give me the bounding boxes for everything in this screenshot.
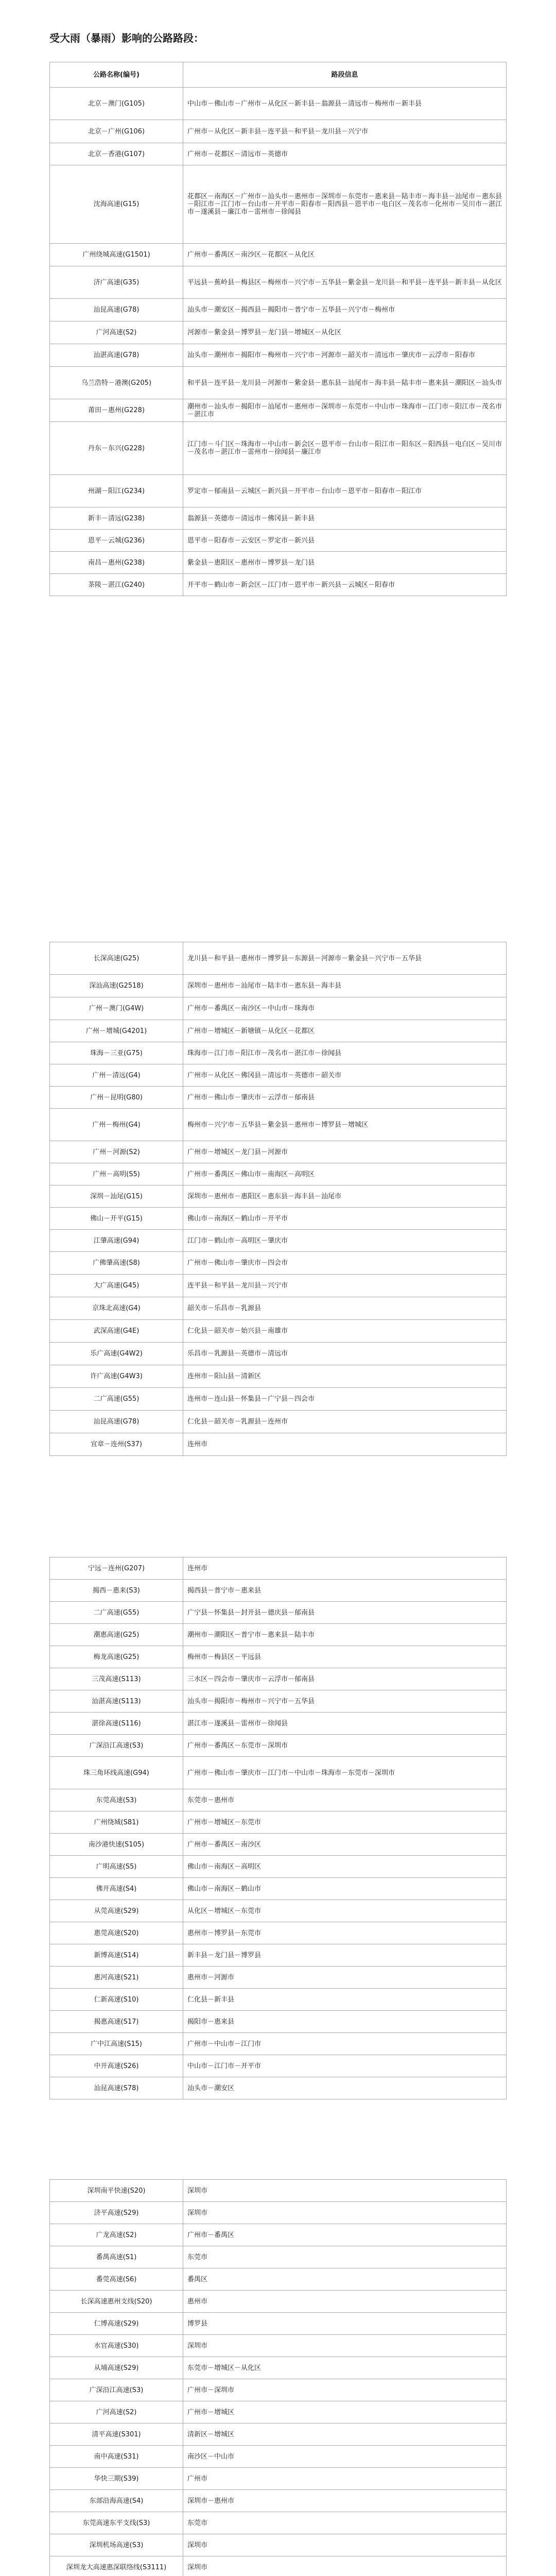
table-row — [50, 2512, 507, 2534]
road-name-cell: 汕湛高速(G78) — [50, 344, 183, 367]
road-info-cell: 开平市－鹤山市－新会区－江门市－恩平市－新兴县－云城区－阳春市 — [183, 574, 507, 596]
road-info-cell: 深圳市 — [183, 2556, 507, 2576]
road-info-cell: 深圳市－惠州市－汕尾市－陆丰市－惠东县－海丰县 — [183, 975, 507, 997]
road-info-cell: 花都区－南海区－广州市－汕头市－惠州市－深圳市－东莞市－惠来县－陆丰市－海丰县－汕尾市－惠东县－阳江市－江门市－台山市－开平市－阳春市－阳西县－恩平市－电白区－茂名市－化州市－吴川市－湛江市－遂溪县－廉江市－雷州市－徐闻县 — [183, 165, 507, 244]
road-name-cell: 州湖－阳江(G234) — [50, 475, 183, 507]
table-row — [50, 1411, 507, 1433]
road-info-cell: 仁化县－韶关市－乳源县－连州市 — [183, 1411, 507, 1433]
road-name-cell: 济广高速(G35) — [50, 266, 183, 299]
table-row — [50, 1365, 507, 1388]
table-row — [50, 2180, 507, 2202]
road-name-cell: 北京－澳门(G105) — [50, 88, 183, 120]
road-info-cell: 仁化县－新丰县 — [183, 1989, 507, 2011]
road-info-cell: 紫金县－惠阳区－惠州市－博罗县－龙门县 — [183, 552, 507, 574]
road-info-cell: 广州市－佛山市－肇庆市－云浮市－郁南县 — [183, 1087, 507, 1109]
road-name-cell: 新丰－清远(G238) — [50, 507, 183, 530]
table-row — [50, 1042, 507, 1064]
road-name-cell: 从莞高速(S29) — [50, 1900, 183, 1922]
road-name-cell: 珠三角环线高速(G94) — [50, 1757, 183, 1789]
road-name-cell: 深汕高速(G2518) — [50, 975, 183, 997]
road-name-cell: 广佛肇高速(S8) — [50, 1252, 183, 1275]
road-name-cell: 莆田－惠州(G228) — [50, 399, 183, 422]
road-name-cell: 汕昆高速(S78) — [50, 2077, 183, 2099]
road-info-cell: 南沙区－中山市 — [183, 2446, 507, 2468]
table-row — [50, 1020, 507, 1042]
road-name-cell: 广州－梅州(G4) — [50, 1109, 183, 1141]
table-row — [50, 1320, 507, 1343]
road-name-cell: 广深沿江高速(S3) — [50, 1735, 183, 1757]
table-row — [50, 422, 507, 475]
road-table — [49, 942, 507, 1456]
road-name-cell: 清平高速(S301) — [50, 2424, 183, 2446]
road-info-cell: 东莞市－惠州市 — [183, 1789, 507, 1811]
road-name-cell: 汕昆高速(G78) — [50, 1411, 183, 1433]
road-name-cell: 中开高速(S26) — [50, 2055, 183, 2077]
road-name-cell: 华快三期(S39) — [50, 2468, 183, 2490]
table-row — [50, 2424, 507, 2446]
table-row — [50, 1900, 507, 1922]
table-row — [50, 2202, 507, 2224]
road-info-cell: 广州市－番禺区－南沙区－花都区－从化区 — [183, 244, 507, 266]
road-name-cell: 梅龙高速(G25) — [50, 1646, 183, 1668]
road-info-cell: 惠州市 — [183, 2291, 507, 2313]
road-info-cell: 深圳市－惠州市－惠阳区－惠东县－海丰县－汕尾市 — [183, 1185, 507, 1208]
road-name-cell: 宁远－连州(G207) — [50, 1557, 183, 1580]
road-info-cell: 东莞市－增城区－从化区 — [183, 2357, 507, 2379]
road-info-cell: 广宁县－怀集县－封开县－德庆县－郁南县 — [183, 1602, 507, 1624]
road-name-cell: 许广高速(G4W3) — [50, 1365, 183, 1388]
table-row — [50, 975, 507, 997]
table-row — [50, 321, 507, 344]
table-row — [50, 2224, 507, 2246]
road-info-cell: 番禺区 — [183, 2268, 507, 2291]
road-info-cell: 仁化县－韶关市－始兴县－南雄市 — [183, 1320, 507, 1343]
road-name-cell: 珠海－三亚(G75) — [50, 1042, 183, 1064]
table-row — [50, 1690, 507, 1713]
table-row — [50, 2077, 507, 2099]
road-info-cell: 广州市－佛山市－肇庆市－四会市 — [183, 1252, 507, 1275]
road-info-cell: 佛山市－南海区－鹤山市 — [183, 1878, 507, 1900]
road-name-cell: 沈海高速(G15) — [50, 165, 183, 244]
table-row — [50, 2055, 507, 2077]
road-name-cell: 北京－香港(G107) — [50, 143, 183, 165]
table-row — [50, 2335, 507, 2357]
table-row — [50, 165, 507, 244]
road-info-cell: 汕头市－潮州市－揭阳市－梅州市－兴宁市－河源市－韶关市－清远市－肇庆市－云浮市－阳春市 — [183, 344, 507, 367]
table-row — [50, 530, 507, 552]
road-name-cell: 二广高速(G55) — [50, 1602, 183, 1624]
road-name-cell: 广州－高明(S5) — [50, 1163, 183, 1185]
table-row — [50, 2379, 507, 2401]
road-name-cell: 京珠北高速(G4) — [50, 1297, 183, 1320]
road-name-cell: 乌兰浩特－港澳(G205) — [50, 367, 183, 399]
road-name-cell: 济平高速(S29) — [50, 2202, 183, 2224]
road-info-cell: 连平县－和平县－龙川县－兴宁市 — [183, 1275, 507, 1297]
road-info-cell: 湛江市－遂溪县－雷州市－徐闻县 — [183, 1713, 507, 1735]
table-row — [50, 1646, 507, 1668]
road-name-cell: 湛徐高速(S116) — [50, 1713, 183, 1735]
table-row — [50, 475, 507, 507]
road-name-cell: 番莞高速(S6) — [50, 2268, 183, 2291]
road-name-cell: 大广高速(G45) — [50, 1275, 183, 1297]
road-name-cell: 广州绕城(S81) — [50, 1811, 183, 1834]
road-name-cell: 揭西－惠来(S3) — [50, 1580, 183, 1602]
road-name-cell: 深圳南平快速(S20) — [50, 2180, 183, 2202]
table-row — [50, 1252, 507, 1275]
table-row — [50, 2401, 507, 2424]
road-info-cell: 汕头市－揭阳市－梅州市－兴宁市－五华县 — [183, 1690, 507, 1713]
road-info-cell: 罗定市－郁南县－云城区－新兴县－开平市－台山市－恩平市－阳春市－阳江市 — [183, 475, 507, 507]
road-info-cell: 连州市－阳山县－清新区 — [183, 1365, 507, 1388]
road-info-cell: 和平县－连平县－龙川县－河源市－紫金县－惠东县－汕尾市－海丰县－陆丰市－惠来县－潮阳区－汕头市 — [183, 367, 507, 399]
road-name-cell: 深圳龙大高速惠深联络线(S3111) — [50, 2556, 183, 2576]
road-info-cell: 乐昌市－乳源县－英德市－清远市 — [183, 1343, 507, 1365]
table-row — [50, 1230, 507, 1252]
table-row — [50, 2534, 507, 2556]
road-name-cell: 佛开高速(S4) — [50, 1878, 183, 1900]
road-info-cell: 深圳市 — [183, 2335, 507, 2357]
table-row — [50, 1789, 507, 1811]
table-row — [50, 1856, 507, 1878]
road-info-cell: 广州市－番禺区 — [183, 2224, 507, 2246]
table-row — [50, 2490, 507, 2512]
road-info-cell: 广州市－花都区－清远市－英德市 — [183, 143, 507, 165]
road-info-cell: 潮州市－潮阳区－普宁市－惠来县－陆丰市 — [183, 1624, 507, 1646]
table-row — [50, 1668, 507, 1690]
road-name-cell: 揭惠高速(S17) — [50, 2011, 183, 2033]
road-info-cell: 惠州市－博罗县－东莞市 — [183, 1922, 507, 1944]
road-name-cell: 汕湛高速(S113) — [50, 1690, 183, 1713]
road-name-cell: 三茂高速(S113) — [50, 1668, 183, 1690]
road-info-cell: 广州市－增城区 — [183, 2401, 507, 2424]
road-name-cell: 二广高速(G55) — [50, 1388, 183, 1411]
road-name-cell: 北京－广州(G106) — [50, 120, 183, 143]
table-row — [50, 2268, 507, 2291]
road-info-cell: 广州市－番禺区－东莞市－深圳市 — [183, 1735, 507, 1757]
table-row — [50, 1602, 507, 1624]
table-row — [50, 2313, 507, 2335]
road-table — [49, 1557, 507, 2099]
road-info-cell: 从化区－增城区－东莞市 — [183, 1900, 507, 1922]
road-info-cell: 龙川县－和平县－惠州市－博罗县－东源县－河源市－紫金县－兴宁市－五华县 — [183, 942, 507, 975]
road-info-cell: 恩平市－阳春市－云安区－罗定市－新兴县 — [183, 530, 507, 552]
road-info-cell: 连州市 — [183, 1557, 507, 1580]
road-info-cell: 潮州市－汕头市－揭阳市－汕尾市－惠州市－深圳市－东莞市－中山市－珠海市－江门市－阳江市－茂名市－湛江市 — [183, 399, 507, 422]
table-row — [50, 2446, 507, 2468]
table-row — [50, 244, 507, 266]
table-row — [50, 266, 507, 299]
road-info-cell: 中山市－江门市－开平市 — [183, 2055, 507, 2077]
road-name-cell: 广州－澳门(G4W) — [50, 997, 183, 1020]
table-row — [50, 1580, 507, 1602]
road-info-cell: 广州市－中山市－江门市 — [183, 2033, 507, 2055]
road-info-cell: 珠海市－江门市－阳江市－茂名市－湛江市－徐闻县 — [183, 1042, 507, 1064]
table-row — [50, 942, 507, 975]
table-row — [50, 1557, 507, 1580]
road-name-cell: 武深高速(G4E) — [50, 1320, 183, 1343]
table-row — [50, 344, 507, 367]
table-row — [50, 1757, 507, 1789]
table-row — [50, 1944, 507, 1967]
road-info-cell: 广州市－从化区－新丰县－连平县－和平县－龙川县－兴宁市 — [183, 120, 507, 143]
road-name-cell: 广深沿江高速(S3) — [50, 2379, 183, 2401]
table-row — [50, 1989, 507, 2011]
road-name-cell: 宜章－连州(S37) — [50, 1433, 183, 1456]
road-info-cell: 梅州市－兴宁市－五华县－紫金县－惠州市－博罗县－增城区 — [183, 1109, 507, 1141]
table-row — [50, 88, 507, 120]
table-row — [50, 2556, 507, 2576]
road-info-cell: 广州市 — [183, 2468, 507, 2490]
table-row — [50, 2357, 507, 2379]
road-name-cell: 丹东－东兴(G228) — [50, 422, 183, 475]
road-name-cell: 潮惠高速(G25) — [50, 1624, 183, 1646]
road-info-cell: 平远县－蕉岭县－梅县区－梅州市－兴宁市－五华县－紫金县－龙川县－和平县－连平县－新丰县－从化区 — [183, 266, 507, 299]
road-name-cell: 广河高速(S2) — [50, 2401, 183, 2424]
table-row — [50, 574, 507, 596]
road-info-cell: 中山市－佛山市－广州市－从化区－新丰县－翁源县－清远市－梅州市－新丰县 — [183, 88, 507, 120]
road-info-cell: 江门市－斗门区－珠海市－中山市－新会区－恩平市－台山市－阳江市－阳东区－阳西县－电白区－吴川市－茂名市－湛江市－雷州市－徐闻县－廉江市 — [183, 422, 507, 475]
table-row — [50, 1735, 507, 1757]
table-row — [50, 507, 507, 530]
road-name-cell: 东部沿海高速(S4) — [50, 2490, 183, 2512]
road-info-cell: 博罗县 — [183, 2313, 507, 2335]
road-info-cell: 揭阳市－惠来县 — [183, 2011, 507, 2033]
table-row — [50, 1064, 507, 1087]
table-row — [50, 1087, 507, 1109]
road-name-cell: 乐广高速(G4W2) — [50, 1343, 183, 1365]
road-name-cell: 番禺高速(S1) — [50, 2246, 183, 2268]
table-row — [50, 143, 507, 165]
road-name-cell: 仁新高速(S10) — [50, 1989, 183, 2011]
road-name-cell: 广州－增城(G4201) — [50, 1020, 183, 1042]
table-row — [50, 2011, 507, 2033]
road-info-cell: 深圳市 — [183, 2202, 507, 2224]
road-name-cell: 仁博高速(S29) — [50, 2313, 183, 2335]
table-row — [50, 1297, 507, 1320]
table-row — [50, 2468, 507, 2490]
table-row — [50, 1878, 507, 1900]
road-name-cell: 南中高速(S31) — [50, 2446, 183, 2468]
road-info-cell: 广州市－佛山市－肇庆市－江门市－中山市－珠海市－东莞市－深圳市 — [183, 1757, 507, 1789]
road-info-cell: 东莞市 — [183, 2512, 507, 2534]
road-info-cell: 广州市－从化区－佛冈县－清远市－英德市－韶关市 — [183, 1064, 507, 1087]
road-name-cell: 深圳机场高速(S3) — [50, 2534, 183, 2556]
table-row — [50, 299, 507, 321]
road-name-cell: 东莞高速东平支线(S3) — [50, 2512, 183, 2534]
road-info-cell: 惠州市－河源市 — [183, 1967, 507, 1989]
road-info-cell: 连州市 — [183, 1433, 507, 1456]
table-row — [50, 1141, 507, 1163]
road-info-cell: 广州市－深圳市 — [183, 2379, 507, 2401]
road-name-cell: 汕昆高速(G78) — [50, 299, 183, 321]
road-info-cell: 韶关市－乐昌市－乳源县 — [183, 1297, 507, 1320]
road-info-cell: 新丰县－龙门县－博罗县 — [183, 1944, 507, 1967]
road-info-cell: 广州市－增城区－龙门县－河源市 — [183, 1141, 507, 1163]
road-name-cell: 广州－清远(G4) — [50, 1064, 183, 1087]
road-name-cell: 茶陵－湛江(G240) — [50, 574, 183, 596]
road-name-cell: 广州绕城高速(G1501) — [50, 244, 183, 266]
table-row — [50, 399, 507, 422]
road-info-cell: 广州市－增城区－东莞市 — [183, 1811, 507, 1834]
road-name-cell: 惠莞高速(S20) — [50, 1922, 183, 1944]
road-name-cell: 长深高速惠州支线(S20) — [50, 2291, 183, 2313]
road-info-cell: 广州市－番禺区－南沙区－中山市－珠海市 — [183, 997, 507, 1020]
table-row — [50, 1185, 507, 1208]
road-name-cell: 新博高速(S14) — [50, 1944, 183, 1967]
table-row — [50, 1208, 507, 1230]
table-row — [50, 120, 507, 143]
road-info-cell: 汕头市－潮安区－揭西县－揭阳市－普宁市－五华县－兴宁市－梅州市 — [183, 299, 507, 321]
road-info-cell: 江门市－鹤山市－高明区－肇庆市 — [183, 1230, 507, 1252]
table-row — [50, 1163, 507, 1185]
road-table — [49, 62, 507, 596]
road-name-cell: 广中江高速(S15) — [50, 2033, 183, 2055]
road-name-cell: 佛山－开平(G15) — [50, 1208, 183, 1230]
table-row — [50, 1811, 507, 1834]
table-row — [50, 2291, 507, 2313]
table-row — [50, 1343, 507, 1365]
road-info-cell: 佛山市－南海区－鹤山市－开平市 — [183, 1208, 507, 1230]
road-info-cell: 深圳市 — [183, 2180, 507, 2202]
road-info-cell: 揭西县－普宁市－惠来县 — [183, 1580, 507, 1602]
table-header-row — [50, 62, 507, 88]
road-name-cell: 广明高速(S5) — [50, 1856, 183, 1878]
road-info-cell: 广州市－番禺区－佛山市－南海区－高明区 — [183, 1163, 507, 1185]
road-info-cell: 广州市－增城区－新塘镇－从化区－花都区 — [183, 1020, 507, 1042]
table-row — [50, 367, 507, 399]
table-row — [50, 997, 507, 1020]
page-title: 受大雨（暴雨）影响的公路路段： — [49, 32, 204, 44]
header-road-name: 公路名称(编号) — [50, 62, 183, 88]
road-name-cell: 南沙港快速(S105) — [50, 1834, 183, 1856]
road-name-cell: 广州－河源(S2) — [50, 1141, 183, 1163]
road-info-cell: 连州市－连山县－怀集县－广宁县－四会市 — [183, 1388, 507, 1411]
road-name-cell: 广龙高速(S2) — [50, 2224, 183, 2246]
table-row — [50, 1922, 507, 1944]
road-name-cell: 南昌－惠州(G238) — [50, 552, 183, 574]
road-info-cell: 深圳市－惠州市 — [183, 2490, 507, 2512]
road-name-cell: 恩平－云城(G236) — [50, 530, 183, 552]
road-info-cell: 清新区－增城区 — [183, 2424, 507, 2446]
table-row — [50, 2246, 507, 2268]
table-row — [50, 1834, 507, 1856]
header-road-info: 路段信息 — [183, 62, 507, 88]
road-info-cell: 东莞市 — [183, 2246, 507, 2268]
road-info-cell: 梅州市－梅县区－平远县 — [183, 1646, 507, 1668]
road-info-cell: 佛山市－南海区－高明区 — [183, 1856, 507, 1878]
table-row — [50, 1275, 507, 1297]
road-name-cell: 广州－昆明(G80) — [50, 1087, 183, 1109]
road-info-cell: 汕头市－潮安区 — [183, 2077, 507, 2099]
road-info-cell: 翁源县－英德市－清远市－佛冈县－新丰县 — [183, 507, 507, 530]
table-row — [50, 1967, 507, 1989]
road-name-cell: 江肇高速(G94) — [50, 1230, 183, 1252]
road-info-cell: 河源市－紫金县－博罗县－龙门县－增城区－从化区 — [183, 321, 507, 344]
table-row — [50, 1433, 507, 1456]
road-info-cell: 广州市－番禺区－南沙区 — [183, 1834, 507, 1856]
road-name-cell: 广河高速(S2) — [50, 321, 183, 344]
road-name-cell: 惠河高速(S21) — [50, 1967, 183, 1989]
road-name-cell: 长深高速(G25) — [50, 942, 183, 975]
road-table — [49, 2179, 507, 2576]
road-name-cell: 东莞高速(S3) — [50, 1789, 183, 1811]
table-row — [50, 1713, 507, 1735]
table-row — [50, 1388, 507, 1411]
road-info-cell: 深圳市 — [183, 2534, 507, 2556]
table-row — [50, 1109, 507, 1141]
road-name-cell: 水官高速(S30) — [50, 2335, 183, 2357]
road-name-cell: 从埔高速(S29) — [50, 2357, 183, 2379]
table-row — [50, 552, 507, 574]
table-row — [50, 1624, 507, 1646]
table-row — [50, 2033, 507, 2055]
road-info-cell: 三水区－四会市－肇庆市－云浮市－郁南县 — [183, 1668, 507, 1690]
road-name-cell: 深圳－汕尾(G15) — [50, 1185, 183, 1208]
